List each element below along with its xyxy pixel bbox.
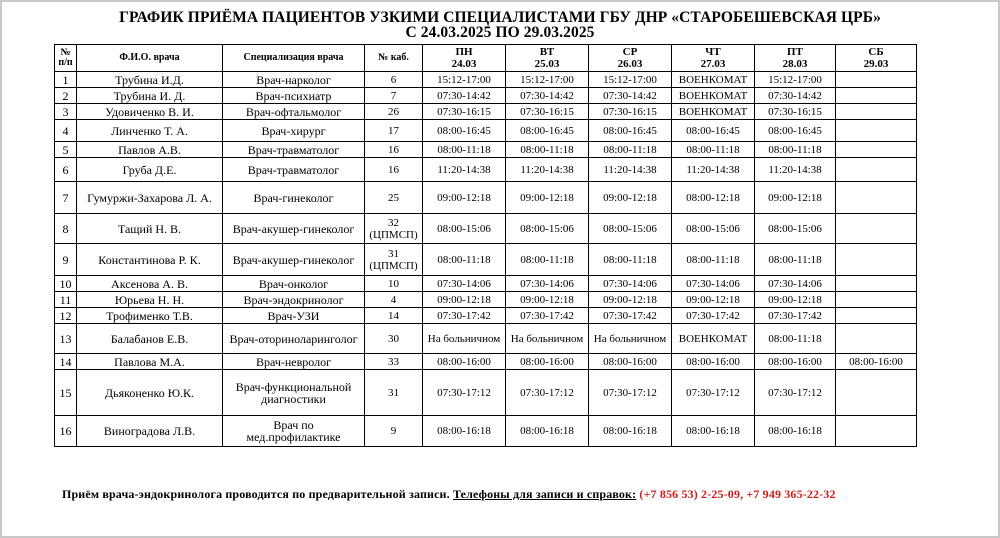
header-day-mon: ПН 24.03: [423, 45, 506, 72]
table-row: [55, 104, 917, 120]
table-row: [55, 182, 917, 214]
schedule-slot: 15:12-17:00: [506, 72, 589, 88]
schedule-slot: 07:30-17:42: [423, 308, 506, 324]
row-number: 5: [55, 142, 77, 158]
schedule-slot: 08:00-11:18: [755, 244, 836, 276]
doctor-name: Юрьева Н. Н.: [77, 292, 223, 308]
schedule-slot: 08:00-16:00: [672, 354, 755, 370]
schedule-slot: 08:00-15:06: [423, 214, 506, 244]
schedule-slot: 07:30-17:12: [423, 370, 506, 416]
footer-phones-label: Телефоны для записи и справок:: [452, 487, 637, 501]
cabinet-number: 9: [365, 416, 423, 447]
cabinet-number: 17: [365, 120, 423, 142]
row-number: 9: [55, 244, 77, 276]
page-title: [0, 10, 1000, 40]
schedule-slot: 07:30-14:06: [506, 276, 589, 292]
table-row: [55, 244, 917, 276]
schedule-slot: 09:00-12:18: [755, 292, 836, 308]
schedule-slot: [836, 182, 917, 214]
schedule-slot: ВОЕНКОМАТ: [672, 324, 755, 354]
schedule-slot: 08:00-16:18: [589, 416, 672, 447]
header-day-sat: СБ 29.03: [836, 45, 917, 72]
schedule-slot: 08:00-11:18: [672, 142, 755, 158]
table-row: [55, 72, 917, 88]
doctor-name: Линченко Т. А.: [77, 120, 223, 142]
doctor-name: Аксенова А. В.: [77, 276, 223, 292]
footer-phones: (+7 856 53) 2-25-09, +7 949 365-22-32: [639, 487, 836, 501]
schedule-slot: 08:00-16:45: [423, 120, 506, 142]
row-number: 2: [55, 88, 77, 104]
doctor-specialty: Врач-травматолог: [223, 142, 365, 158]
title-line-2: С 24.03.2025 ПО 29.03.2025: [405, 24, 595, 41]
doctor-specialty: Врач-онколог: [223, 276, 365, 292]
table-row: [55, 416, 917, 447]
schedule-slot: На больничном: [423, 324, 506, 354]
schedule-slot: 08:00-16:00: [506, 354, 589, 370]
schedule-slot: 11:20-14:38: [589, 158, 672, 182]
cabinet-number: 4: [365, 292, 423, 308]
schedule-slot: 07:30-14:06: [423, 276, 506, 292]
schedule-slot: ВОЕНКОМАТ: [672, 88, 755, 104]
cabinet-number: 30: [365, 324, 423, 354]
schedule-slot: [836, 370, 917, 416]
schedule-table: [54, 44, 917, 447]
doctor-specialty: Врач-хирург: [223, 120, 365, 142]
header-name: Ф.И.О. врача: [77, 45, 223, 72]
table-header-row: [55, 45, 917, 72]
schedule-slot: 08:00-16:18: [423, 416, 506, 447]
header-num: № п/п: [55, 45, 77, 72]
doctor-specialty: Врач-УЗИ: [223, 308, 365, 324]
cabinet-number: 16: [365, 142, 423, 158]
schedule-slot: [836, 142, 917, 158]
cabinet-number: 33: [365, 354, 423, 370]
schedule-slot: 08:00-16:18: [672, 416, 755, 447]
cabinet-number: 7: [365, 88, 423, 104]
schedule-slot: 09:00-12:18: [672, 292, 755, 308]
schedule-slot: 08:00-16:00: [755, 354, 836, 370]
row-number: 1: [55, 72, 77, 88]
schedule-slot: [836, 324, 917, 354]
row-number: 15: [55, 370, 77, 416]
doctor-specialty: Врач-психиатр: [223, 88, 365, 104]
schedule-slot: 08:00-16:45: [506, 120, 589, 142]
schedule-slot: 08:00-11:18: [506, 142, 589, 158]
doctor-specialty: Врач-нарколог: [223, 72, 365, 88]
doctor-specialty: Врач-офтальмолог: [223, 104, 365, 120]
schedule-slot: 11:20-14:38: [506, 158, 589, 182]
schedule-slot: На больничном: [506, 324, 589, 354]
doctor-name: Груба Д.Е.: [77, 158, 223, 182]
schedule-slot: 11:20-14:38: [755, 158, 836, 182]
table-row: [55, 354, 917, 370]
schedule-slot: 08:00-15:06: [589, 214, 672, 244]
doctor-specialty: Врач-акушер-гинеколог: [223, 244, 365, 276]
schedule-slot: [836, 120, 917, 142]
doctor-name: Трубина И.Д.: [77, 72, 223, 88]
footer-note: [62, 487, 942, 501]
doctor-specialty: Врач-акушер-гинеколог: [223, 214, 365, 244]
table-row: [55, 120, 917, 142]
schedule-slot: [836, 292, 917, 308]
row-number: 10: [55, 276, 77, 292]
row-number: 4: [55, 120, 77, 142]
schedule-slot: 09:00-12:18: [755, 182, 836, 214]
schedule-slot: 08:00-16:00: [423, 354, 506, 370]
doctor-name: Виноградова Л.В.: [77, 416, 223, 447]
row-number: 11: [55, 292, 77, 308]
schedule-slot: 07:30-17:12: [589, 370, 672, 416]
schedule-slot: 08:00-11:18: [506, 244, 589, 276]
schedule-slot: 08:00-16:45: [589, 120, 672, 142]
doctor-name: Удовиченко В. И.: [77, 104, 223, 120]
header-day-thu: ЧТ 27.03: [672, 45, 755, 72]
table-row: [55, 324, 917, 354]
schedule-slot: 07:30-16:15: [506, 104, 589, 120]
row-number: 13: [55, 324, 77, 354]
row-number: 8: [55, 214, 77, 244]
cabinet-number: 25: [365, 182, 423, 214]
doctor-specialty: Врач-эндокринолог: [223, 292, 365, 308]
schedule-slot: 07:30-14:42: [506, 88, 589, 104]
row-number: 7: [55, 182, 77, 214]
schedule-slot: 15:12-17:00: [423, 72, 506, 88]
table-row: [55, 142, 917, 158]
schedule-slot: [836, 214, 917, 244]
header-day-fri: ПТ 28.03: [755, 45, 836, 72]
header-spec: Специализация врача: [223, 45, 365, 72]
doctor-specialty: Врач-оториноларинголог: [223, 324, 365, 354]
schedule-slot: 07:30-17:12: [506, 370, 589, 416]
footer-note-text: Приём врача-эндокринолога проводится по предварительной записи.: [62, 487, 450, 501]
cabinet-number: 31: [365, 370, 423, 416]
schedule-slot: [836, 308, 917, 324]
cabinet-number: 14: [365, 308, 423, 324]
row-number: 16: [55, 416, 77, 447]
table-row: [55, 276, 917, 292]
header-day-wed: СР 26.03: [589, 45, 672, 72]
schedule-slot: 07:30-14:42: [755, 88, 836, 104]
schedule-slot: 08:00-11:18: [423, 244, 506, 276]
cabinet-number: 31 (ЦПМСП): [365, 244, 423, 276]
doctor-name: Гумуржи-Захарова Л. А.: [77, 182, 223, 214]
title-line-1: ГРАФИК ПРИЁМА ПАЦИЕНТОВ УЗКИМИ СПЕЦИАЛИСТАМИ ГБУ ДНР «СТАРОБЕШЕВСКАЯ ЦРБ»: [119, 9, 881, 26]
schedule-slot: [836, 88, 917, 104]
doctor-name: Балабанов Е.В.: [77, 324, 223, 354]
table-row: [55, 158, 917, 182]
schedule-slot: 07:30-17:42: [755, 308, 836, 324]
schedule-slot: 07:30-16:15: [423, 104, 506, 120]
schedule-slot: 08:00-16:18: [506, 416, 589, 447]
doctor-specialty: Врач-травматолог: [223, 158, 365, 182]
doctor-name: Павлов А.В.: [77, 142, 223, 158]
header-day-tue: ВТ 25.03: [506, 45, 589, 72]
doctor-name: Павлова М.А.: [77, 354, 223, 370]
table-row: [55, 308, 917, 324]
schedule-slot: 07:30-14:06: [672, 276, 755, 292]
schedule-slot: 07:30-17:12: [755, 370, 836, 416]
schedule-slot: 08:00-11:18: [755, 142, 836, 158]
table-row: [55, 88, 917, 104]
header-cab: № каб.: [365, 45, 423, 72]
schedule-slot: ВОЕНКОМАТ: [672, 72, 755, 88]
schedule-slot: [836, 416, 917, 447]
schedule-slot: 08:00-16:00: [836, 354, 917, 370]
table-row: [55, 214, 917, 244]
schedule-slot: 08:00-15:06: [672, 214, 755, 244]
cabinet-number: 6: [365, 72, 423, 88]
cabinet-number: 32 (ЦПМСП): [365, 214, 423, 244]
table-row: [55, 292, 917, 308]
schedule-slot: 09:00-12:18: [423, 292, 506, 308]
schedule-slot: 07:30-14:06: [589, 276, 672, 292]
schedule-slot: 07:30-16:15: [755, 104, 836, 120]
schedule-slot: [836, 72, 917, 88]
cabinet-number: 16: [365, 158, 423, 182]
table-row: [55, 370, 917, 416]
schedule-slot: 08:00-16:00: [589, 354, 672, 370]
schedule-slot: 11:20-14:38: [672, 158, 755, 182]
schedule-slot: На больничном: [589, 324, 672, 354]
doctor-specialty: Врач-гинеколог: [223, 182, 365, 214]
cabinet-number: 26: [365, 104, 423, 120]
schedule-slot: 08:00-12:18: [672, 182, 755, 214]
schedule-slot: 08:00-16:45: [755, 120, 836, 142]
schedule-slot: 07:30-14:42: [423, 88, 506, 104]
schedule-slot: 08:00-11:18: [755, 324, 836, 354]
schedule-slot: 09:00-12:18: [423, 182, 506, 214]
schedule-slot: 08:00-15:06: [755, 214, 836, 244]
row-number: 3: [55, 104, 77, 120]
schedule-slot: 08:00-11:18: [589, 244, 672, 276]
schedule-slot: [836, 276, 917, 292]
doctor-name: Трофименко Т.В.: [77, 308, 223, 324]
schedule-slot: 09:00-12:18: [506, 182, 589, 214]
schedule-slot: 07:30-16:15: [589, 104, 672, 120]
schedule-slot: 07:30-14:42: [589, 88, 672, 104]
schedule-slot: 07:30-17:42: [672, 308, 755, 324]
schedule-slot: [836, 104, 917, 120]
row-number: 6: [55, 158, 77, 182]
schedule-slot: 11:20-14:38: [423, 158, 506, 182]
schedule-slot: 08:00-16:45: [672, 120, 755, 142]
schedule-slot: 07:30-17:12: [672, 370, 755, 416]
schedule-slot: 09:00-12:18: [589, 182, 672, 214]
schedule-slot: 08:00-11:18: [423, 142, 506, 158]
schedule-slot: 07:30-17:42: [506, 308, 589, 324]
schedule-slot: 08:00-16:18: [755, 416, 836, 447]
schedule-slot: 08:00-11:18: [672, 244, 755, 276]
doctor-specialty: Врач по мед.профилактике: [223, 416, 365, 447]
row-number: 12: [55, 308, 77, 324]
schedule-slot: 09:00-12:18: [506, 292, 589, 308]
schedule-slot: ВОЕНКОМАТ: [672, 104, 755, 120]
schedule-slot: 07:30-14:06: [755, 276, 836, 292]
cabinet-number: 10: [365, 276, 423, 292]
schedule-slot: 09:00-12:18: [589, 292, 672, 308]
schedule-slot: [836, 244, 917, 276]
doctor-specialty: Врач-функциональной диагностики: [223, 370, 365, 416]
doctor-specialty: Врач-невролог: [223, 354, 365, 370]
schedule-slot: 08:00-15:06: [506, 214, 589, 244]
schedule-slot: 08:00-11:18: [589, 142, 672, 158]
schedule-slot: [836, 158, 917, 182]
doctor-name: Трубина И. Д.: [77, 88, 223, 104]
schedule-slot: 15:12-17:00: [589, 72, 672, 88]
row-number: 14: [55, 354, 77, 370]
doctor-name: Константинова Р. К.: [77, 244, 223, 276]
schedule-slot: 07:30-17:42: [589, 308, 672, 324]
schedule-slot: 15:12-17:00: [755, 72, 836, 88]
doctor-name: Тащий Н. В.: [77, 214, 223, 244]
doctor-name: Дьяконенко Ю.К.: [77, 370, 223, 416]
